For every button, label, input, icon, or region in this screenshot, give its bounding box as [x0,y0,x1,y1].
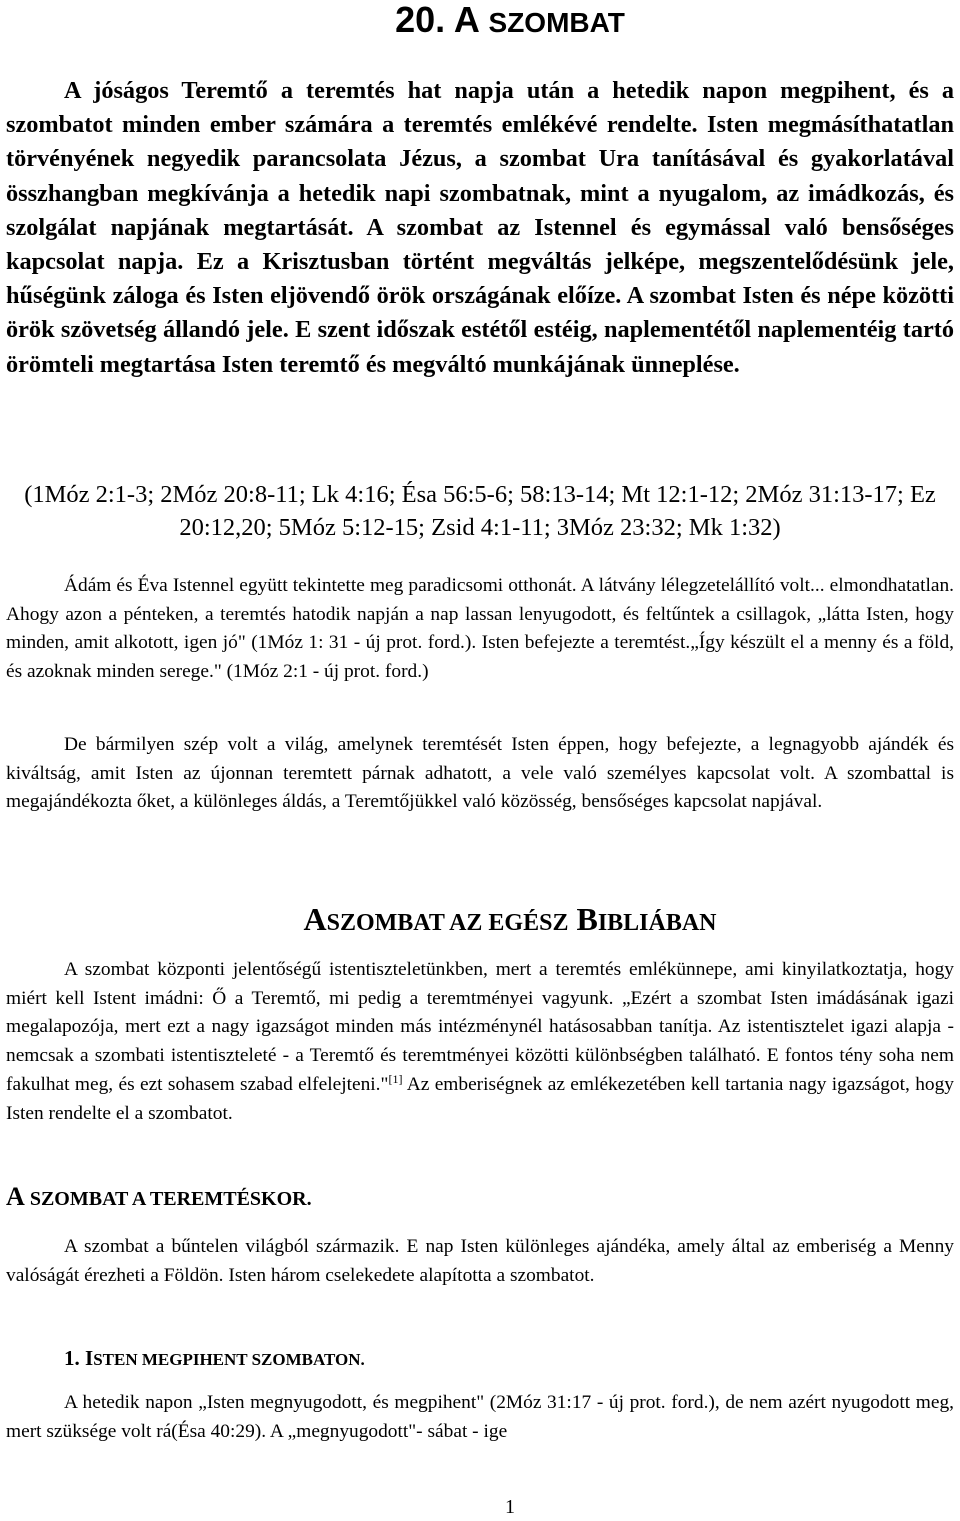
chapter-title-prefix: 20. A [395,0,479,40]
sub-sub-heading [64,1343,954,1375]
section-heading [0,897,960,945]
body-paragraph-1: Ádám és Éva Istennel együtt tekintette meg paradicsomi otthonát. A látvány lélegzetelállító volt... elmondhatatlan. Ahogy azon a pénteken, a teremtés hatodik napján a nap lassan lenyugodott, és feltűntek a csillagok, „látta Isten, hogy minden, amit alkotott, igen jó" (1Móz 1: 31 - új prot. ford.). Isten befejezte a teremtést.„Így készült el a menny és a föld, és azoknak minden serege." (1Móz 2:1 - új prot. ford.) [6,575,954,683]
chapter-title [0,0,960,45]
body-paragraph-4: A szombat a bűntelen világból származik. E nap Isten különleges ajándéka, amely által az emberiség a Menny valóságát érezheti a Földön. Isten három cselekedete alapította a szombatot. [6,1236,954,1286]
body-paragraph-3-text: A szombat központi jelentőségű istentiszteletünkben, mert a teremtés emlékünnepe, ami kinyilatkoztatja, hogy miért kell Istent imádni: Ő a Teremtő, mi pedig a teremtményei vagyunk. „Ezért a szombat Isten imádásának igazi megalapozója, mert ezt a nagy igazságot minden más intézménynél hatásosabban tanítja. Az istentisztelet igazi alapja - nemcsak a szombati istentiszteleté - a Teremtő és teremtményei közötti különbségben található. E fontos tény soha nem fakulhat meg, és ezt sohasem szabad elfelejteni." [6,959,954,1095]
sub-heading-rest: SZOMBAT A TEREMTÉSKOR. [29,1188,312,1210]
section-heading-part2: IBLIÁBAN [597,910,717,936]
intro-paragraph: A jóságos Teremtő a teremtés hat napja után a hetedik napon megpihent, és a szombatot minden ember számára a teremtés emlékévé rendelte. Isten megmásíthatatlan törvényének negyedik parancsolata Jézus, a szombat Ura tanításával és gyakorlatával összhangban megkívánja a hetedik napi szombatnak, mint a nyugalom, az imádkozás, és szolgálat napjának megtartását. A szombat az Istennel és egymással való bensőséges kapcsolat napja. Ez a Krisztusban történt megváltás jelképe, megszentelődésünk jele, hűségünk záloga és Isten eljövendő örök országának előíze. A szombat Isten és népe közötti örök szövetség állandó jele. E szent időszak estétől estéig, naplementétől naplementéig tartó örömteli megtartása Isten teremtő és megváltó munkájának ünneplése. [6,77,954,378]
sub-heading-initial: A [6,1182,24,1211]
sub-sub-heading-initial: I [85,1346,94,1370]
chapter-title-rest: SZOMBAT [488,7,625,38]
body-paragraph-3-text-end: Az emberiségnek az emlékezetében kell tartania nagy igazságot, hogy Isten rendelte el a szombatot. [6,1073,954,1124]
page-number: 1 [505,1496,515,1518]
section-heading-initial-b: B [576,901,598,937]
body-paragraph-5: A hetedik napon „Isten megnyugodott, és megpihent" (2Móz 31:17 - új prot. ford.), de nem azért nyugodott meg, mert szüksége volt rá(Ésa 40:29). A „megnyugodott"- sábat - ige [6,1392,954,1442]
body-paragraph-3 [6,956,954,1128]
section-heading-initial-a: A [303,901,327,937]
sub-heading [6,1180,954,1216]
body-paragraph-2: De bármilyen szép volt a világ, amelynek teremtését Isten éppen, hogy befejezte, a legnagyobb ajándék és kiváltság, amit Isten az újonnan teremtett párnak adhatott, a vele való személyes kapcsolat volt. A szombattal is megajándékozta őket, a különleges áldás, a Teremtőjükkel való közösség, bensőséges kapcsolat napjával. [6,734,954,813]
sub-sub-heading-rest: STEN MEGPIHENT SZOMBATON. [93,1350,365,1369]
scripture-references: (1Móz 2:1-3; 2Móz 20:8-11; Lk 4:16; Ésa 56:5-6; 58:13-14; Mt 12:1-12; 2Móz 31:13-17; Ez 20:12,20; 5Móz 5:12-15; Zsid 4:1-11; 3Móz 23:32; Mk 1:32) [24,481,936,541]
footnote-reference[interactable]: [1] [388,1071,403,1086]
section-heading-part1: SZOMBAT AZ EGÉSZ [326,910,569,936]
sub-sub-heading-number: 1. [64,1346,80,1370]
